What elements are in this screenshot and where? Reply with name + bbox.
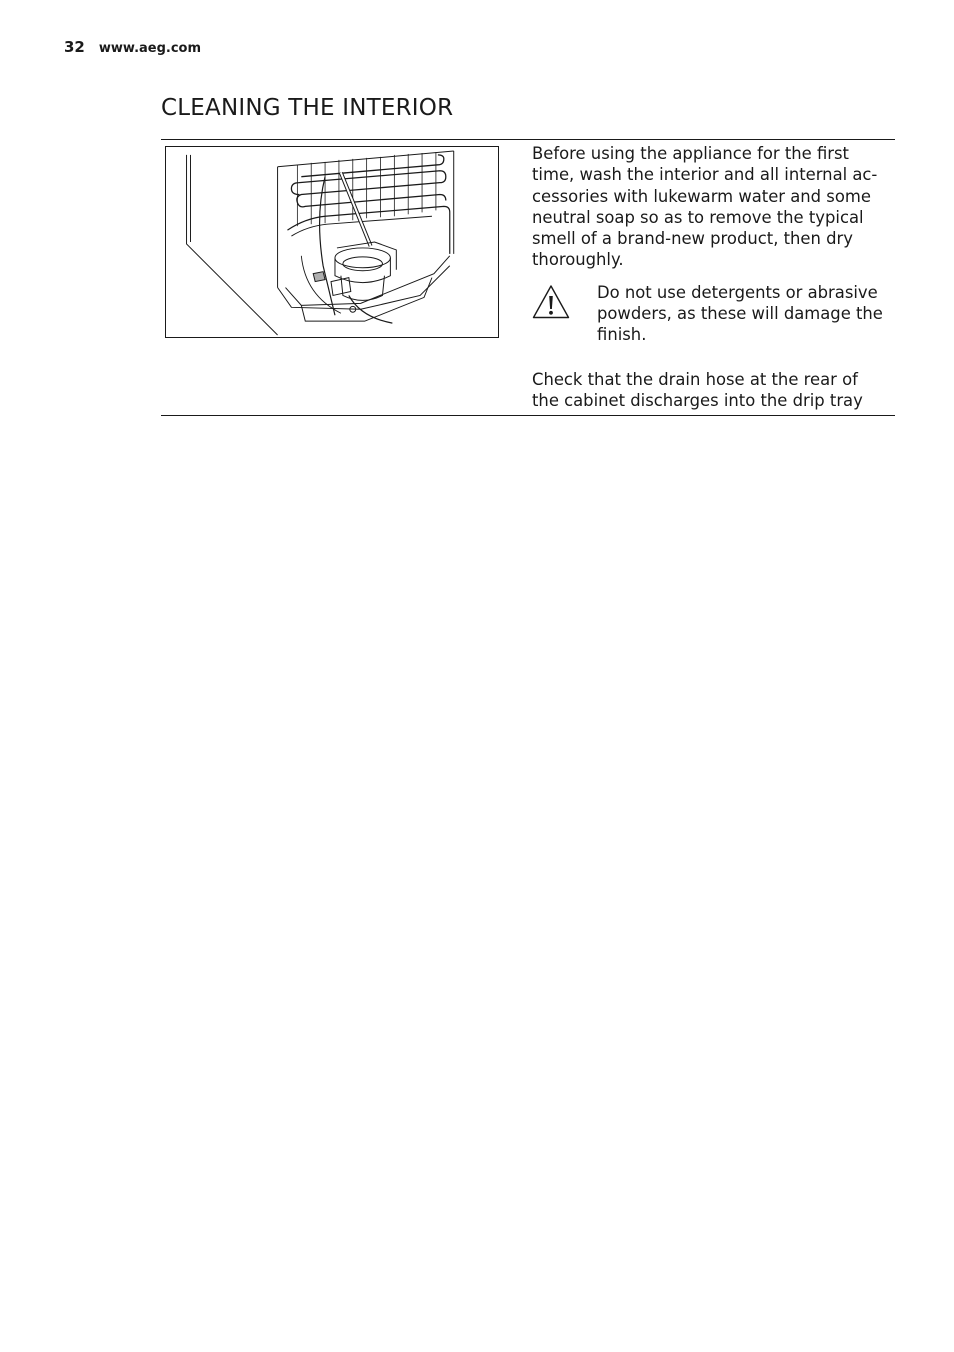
bottom-divider — [161, 415, 895, 416]
warning-notice — [532, 282, 892, 345]
section-title: CLEANING THE INTERIOR — [161, 95, 454, 121]
intro-paragraph — [532, 143, 892, 271]
warning-line: powders, as these will damage the — [597, 304, 883, 324]
warning-triangle-icon — [532, 284, 570, 320]
top-divider — [161, 139, 895, 140]
warning-text — [597, 282, 892, 346]
intro-line: neutral soap so as to remove the typical — [532, 207, 864, 227]
site-url: www.aeg.com — [98, 41, 202, 56]
intro-line: thoroughly. — [532, 250, 624, 270]
intro-line: cessories with lukewarm water and some — [532, 186, 871, 206]
warning-line: finish. — [597, 325, 647, 345]
warning-line: Do not use detergents or abrasive — [597, 282, 878, 302]
intro-line: Before using the appliance for the first — [532, 144, 849, 163]
page-number: 32 — [64, 38, 85, 56]
page-header — [64, 38, 201, 58]
check-line: the cabinet discharges into the drip tray — [532, 391, 863, 411]
intro-line: time, wash the interior and all internal ac- — [532, 165, 878, 185]
appliance-rear-drain-illustration — [165, 146, 499, 338]
intro-line: smell of a brand-new product, then dry — [532, 229, 853, 249]
check-line: Check that the drain hose at the rear of — [532, 369, 858, 389]
drain-check-paragraph — [532, 369, 892, 412]
text-column — [532, 143, 892, 411]
